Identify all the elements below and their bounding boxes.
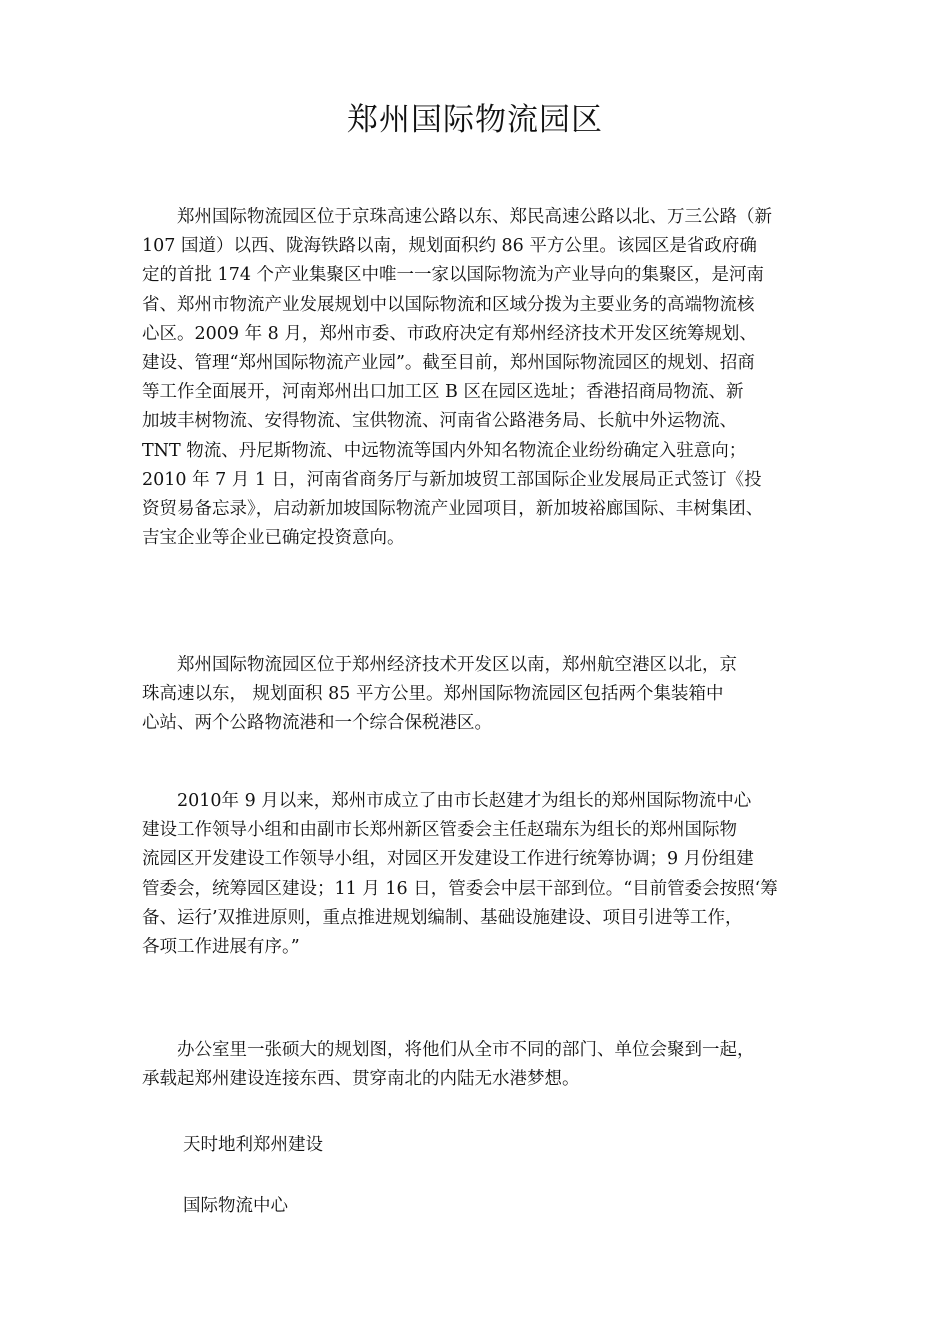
text-line: TNT 物流、丹尼斯物流、中远物流等国内外知名物流企业纷纷确定入驻意向；	[142, 440, 747, 461]
text-line: 流园区开发建设工作领导小组，对园区开发建设工作进行统筹协调；9 月份组建	[142, 849, 754, 870]
text-line: 心站、两个公路物流港和一个综合保税港区。	[142, 713, 492, 734]
text-line: 107 国道）以西、陇海铁路以南，规划面积约 86 平方公里。该园区是省政府确	[142, 236, 757, 257]
page-title: 郑州国际物流园区	[347, 102, 603, 138]
paragraph-4	[142, 1036, 836, 1094]
text-line: 郑州国际物流园区位于京珠高速公路以东、郑民高速公路以北、万三公路（新	[142, 207, 772, 227]
paragraph-2	[142, 651, 836, 739]
section-heading: 国际物流中心	[183, 1196, 288, 1216]
text-line: 承载起郑州建设连接东西、贯穿南北的内陆无水港梦想。	[142, 1069, 580, 1090]
text-line: 定的首批 174 个产业集聚区中唯一一家以国际物流为产业导向的集聚区，是河南	[142, 265, 765, 286]
text-line: 2010 年 7 月 1 日，河南省商务厅与新加坡贸工部国际企业发展局正式签订《投	[142, 469, 762, 490]
text-line: 等工作全面展开，河南郑州出口加工区 B 区在园区选址；香港招商局物流、新	[142, 382, 744, 403]
paragraph-3	[142, 787, 836, 962]
text-line: 建设、管理“郑州国际物流产业园”。截至目前，郑州国际物流园区的规划、招商	[142, 353, 755, 374]
text-line: 加坡丰树物流、安得物流、宝供物流、河南省公路港务局、长航中外运物流、	[142, 411, 737, 432]
text-line: 各项工作进展有序。”	[142, 937, 300, 958]
text-line: 管委会，统筹园区建设；11 月 16 日，管委会中层干部到位。“目前管委会按照‘筹	[142, 878, 778, 899]
text-line: 建设工作领导小组和由副市长郑州新区管委会主任赵瑞东为组长的郑州国际物	[142, 820, 737, 841]
text-line: 办公室里一张硕大的规划图，将他们从全市不同的部门、单位会聚到一起，	[142, 1040, 755, 1060]
text-line: 吉宝企业等企业已确定投资意向。	[142, 528, 405, 549]
text-line: 心区。2009 年 8 月，郑州市委、市政府决定有郑州经济技术开发区统筹规划、	[142, 323, 757, 344]
paragraph-1	[142, 203, 836, 553]
text-line: 2010年 9 月以来，郑州市成立了由市长赵建才为组长的郑州国际物流中心	[142, 791, 752, 811]
text-line: 备、运行’双推进原则，重点推进规划编制、基础设施建设、项目引进等工作，	[142, 907, 743, 928]
section-heading: 天时地利郑州建设	[183, 1135, 323, 1155]
text-line: 省、郑州市物流产业发展规划中以国际物流和区域分拨为主要业务的高端物流核	[142, 294, 755, 315]
text-line: 资贸易备忘录》，启动新加坡国际物流产业园项目，新加坡裕廊国际、丰树集团、	[142, 499, 764, 520]
text-line: 郑州国际物流园区位于郑州经济技术开发区以南，郑州航空港区以北，京	[142, 655, 737, 675]
text-line: 珠高速以东， 规划面积 85 平方公里。郑州国际物流园区包括两个集装箱中	[142, 684, 724, 705]
